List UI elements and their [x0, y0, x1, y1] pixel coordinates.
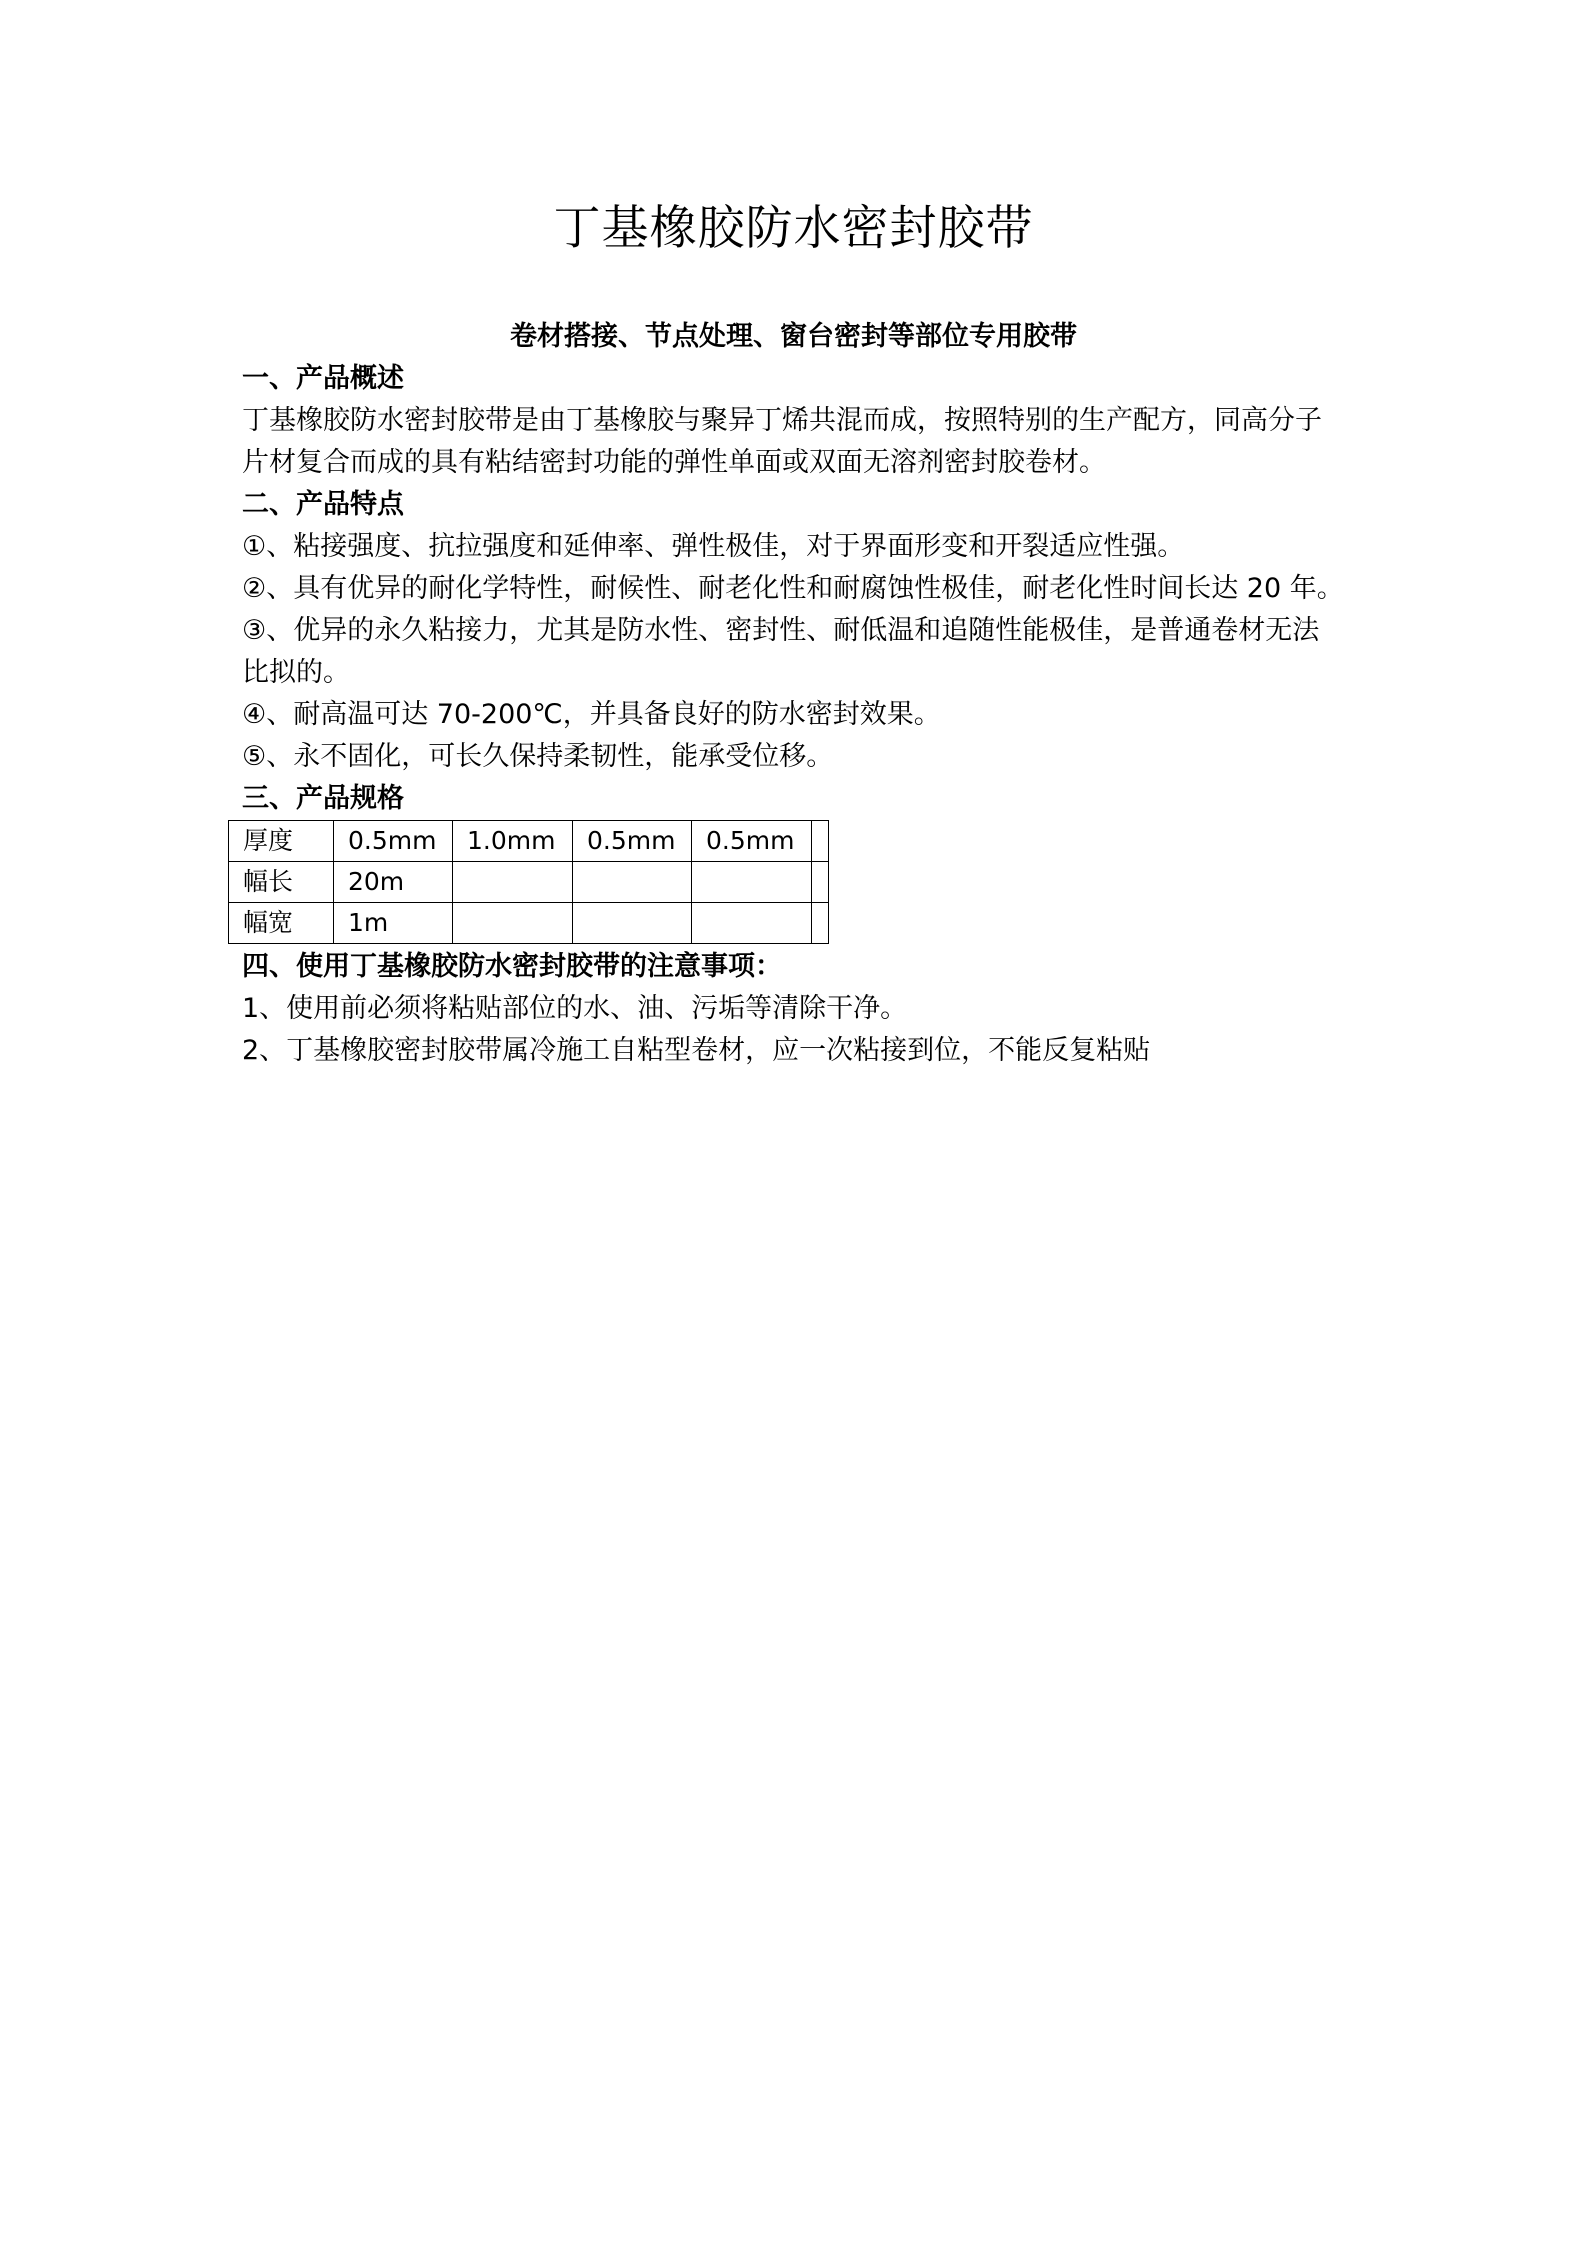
table-row — [229, 821, 829, 862]
section-heading-specs: 三、产品规格 — [242, 783, 404, 814]
feature-item: ②、具有优异的耐化学特性，耐候性、耐老化性和耐腐蚀性极佳，耐老化性时间长达 20 年。 — [242, 573, 1344, 604]
table-cell: 0.5mm — [334, 821, 453, 862]
feature-item: ①、粘接强度、抗拉强度和延伸率、弹性极佳，对于界面形变和开裂适应性强。 — [242, 531, 1185, 562]
section-heading-overview: 一、产品概述 — [242, 363, 404, 394]
table-cell — [453, 903, 573, 944]
table-row — [229, 903, 829, 944]
table-cell: 0.5mm — [573, 821, 692, 862]
table-cell — [812, 903, 829, 944]
table-cell: 1m — [334, 903, 453, 944]
feature-item-continuation: 比拟的。 — [242, 657, 350, 688]
note-item: 1、使用前必须将粘贴部位的水、油、污垢等清除干净。 — [242, 993, 908, 1024]
paragraph-line: 片材复合而成的具有粘结密封功能的弹性单面或双面无溶剂密封胶卷材。 — [242, 447, 1106, 478]
feature-item: ④、耐高温可达 70-200℃，并具备良好的防水密封效果。 — [242, 699, 941, 730]
document-subtitle: 卷材搭接、节点处理、窗台密封等部位专用胶带 — [510, 321, 1077, 352]
table-cell — [812, 862, 829, 903]
table-cell: 厚度 — [229, 821, 334, 862]
table-cell: 幅宽 — [229, 903, 334, 944]
table-cell — [573, 862, 692, 903]
table-cell: 20m — [334, 862, 453, 903]
table-cell — [453, 862, 573, 903]
table-cell — [812, 821, 829, 862]
table-cell — [692, 862, 812, 903]
document-body — [242, 358, 1362, 1072]
note-item: 2、丁基橡胶密封胶带属冷施工自粘型卷材，应一次粘接到位，不能反复粘贴 — [242, 1035, 1151, 1066]
table-cell: 幅长 — [229, 862, 334, 903]
feature-item: ③、优异的永久粘接力，尤其是防水性、密封性、耐低温和追随性能极佳，是普通卷材无法 — [242, 615, 1320, 646]
feature-item: ⑤、永不固化，可长久保持柔韧性，能承受位移。 — [242, 741, 834, 772]
table-cell — [692, 903, 812, 944]
document-title: 丁基橡胶防水密封胶带 — [553, 201, 1034, 256]
section-heading-notes: 四、使用丁基橡胶防水密封胶带的注意事项： — [242, 951, 782, 982]
table-row — [229, 862, 829, 903]
table-cell: 1.0mm — [453, 821, 573, 862]
table-cell — [573, 903, 692, 944]
section-heading-features: 二、产品特点 — [242, 489, 404, 520]
spec-table — [228, 820, 829, 944]
table-cell: 0.5mm — [692, 821, 812, 862]
paragraph-line: 丁基橡胶防水密封胶带是由丁基橡胶与聚异丁烯共混而成，按照特别的生产配方，同高分子 — [242, 405, 1322, 436]
